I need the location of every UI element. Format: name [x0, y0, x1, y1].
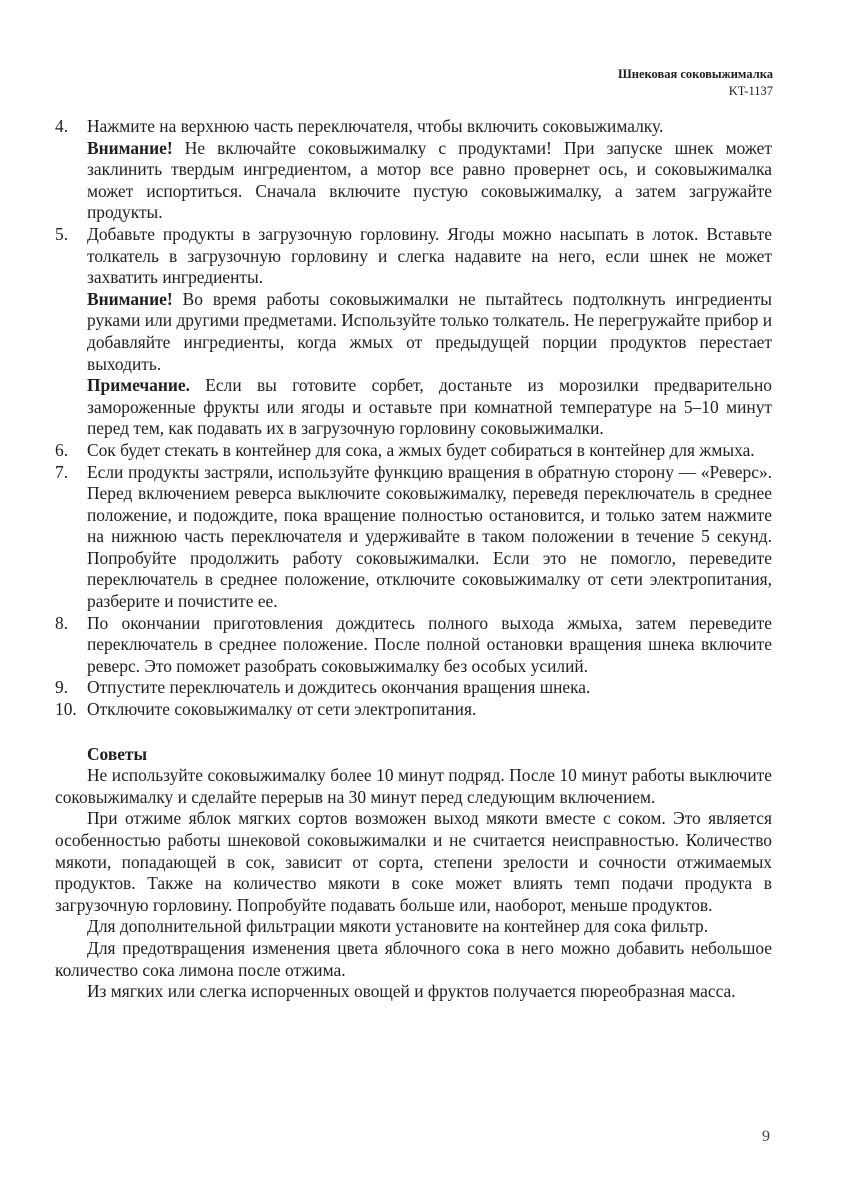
step-text: По окончании приготовления дождитесь полного выхода жмыха, затем переведите переключатель в среднее положение. После полной остановки вращения шнека включите реверс. Это поможет разобрать соковыжималку без особых усилий. [87, 612, 772, 676]
note-label: Примечание. [87, 375, 190, 396]
step-text: Нажмите на верхнюю часть переключателя, чтобы включить соковыжималку. [87, 116, 664, 136]
step-number: 9. [55, 677, 69, 698]
page-header [618, 66, 773, 100]
step-number: 8. [55, 612, 69, 633]
step-number: 6. [55, 439, 69, 460]
tip-paragraph: Из мягких или слегка испорченных овощей и фруктов получается пюреобразная масса. [87, 981, 736, 1002]
step-text: Отпустите переключатель и дождитесь окончания вращения шнека. [87, 677, 591, 698]
model-number: KT-1137 [728, 84, 773, 98]
step-4 [55, 116, 772, 224]
note-text: Если вы готовите сорбет, достаньте из морозилки предварительно замороженные фрукты или ягоды и оставьте при комнатной температуре на 5–10 минут перед тем, как подавать их в загрузочную горловину соковыжималки. [87, 375, 772, 439]
step-text: Сок будет стекать в контейнер для сока, а жмых будет собираться в контейнер для жмыха. [87, 439, 755, 460]
step-9 [55, 677, 772, 699]
step-number: 7. [55, 461, 69, 482]
step-text: Если продукты застряли, используйте функцию вращения в обратную сторону — «Реверс». Перед включением реверса выключите соковыжималку, переведя переключатель в среднее положение, и подождите, пока вращение полностью остановится, и только затем нажмите на нижнюю часть переключателя и удерживайте в таком положении в течение 5 секунд. Попробуйте продолжить работу соковыжималки. Если это не помогло, переведите переключатель в среднее положение, отключите соковыжималку от сети электропитания, разберите и почистите ее. [87, 461, 772, 612]
tip-paragraph: Для дополнительной фильтрации мякоти установите на контейнер для сока фильтр. [87, 916, 709, 937]
step-7 [55, 462, 772, 613]
product-title: Шнековая соковыжималка [618, 67, 773, 81]
warning-label: Внимание! [87, 288, 173, 309]
tip-paragraph: При отжиме яблок мягких сортов возможен выход мякоти вместе с соком. Это является особенностью работы шнековой соковыжималки и не считается неисправностью. Количество мякоти, попадающей в сок, зависит от сорта, степени зрелости и сочности отжимаемых продуктов. Также на количество мякоти в соке может влиять темп подачи продукта в загрузочную горловину. Попробуйте подавать больше или, наоборот, меньше продуктов. [55, 808, 772, 915]
instruction-steps [55, 116, 772, 721]
page-number: 9 [762, 1128, 770, 1145]
warning-text: Не включайте соковыжималку с продуктами! При запуске шнек может заклинить твердым ингредиентом, а мотор все равно провернет ось, и соковыжималка может испортиться. Сначала включите пустую соковыжималку, а затем загружайте продукты. [87, 137, 772, 223]
step-6 [55, 440, 772, 462]
step-5 [55, 224, 772, 440]
warning-label: Внимание! [87, 137, 173, 158]
step-number: 4. [55, 116, 69, 136]
tip-paragraph: Не используйте соковыжималку более 10 минут подряд. После 10 минут работы выключите соковыжималку и сделайте перерыв на 30 минут перед следующим включением. [55, 765, 772, 807]
tips-section [55, 744, 772, 1003]
step-number: 5. [55, 223, 69, 244]
step-number: 10. [55, 699, 77, 720]
page-body [55, 116, 772, 1003]
step-note [87, 375, 772, 440]
step-text: Отключите соковыжималку от сети электропитания. [87, 699, 477, 720]
step-warning [87, 138, 772, 224]
step-text: Добавьте продукты в загрузочную горловину. Ягоды можно насыпать в лоток. Вставьте толкатель в загрузочную горловину и слегка надавите на него, если шнек не может захватить ингредиенты. [87, 223, 772, 288]
warning-text: Во время работы соковыжималки не пытайтесь подтолкнуть ингредиенты руками или другими предметами. Используйте только толкатель. Не перегружайте прибор и добавляйте ингредиенты, когда жмых от предыдущей порции продуктов перестает выходить. [87, 288, 772, 374]
step-8 [55, 613, 772, 678]
tips-heading: Советы [87, 743, 148, 764]
tip-paragraph: Для предотвращения изменения цвета яблочного сока в него можно добавить небольшое количество сока лимона после отжима. [55, 937, 772, 980]
step-warning [87, 289, 772, 375]
step-10 [55, 699, 772, 721]
